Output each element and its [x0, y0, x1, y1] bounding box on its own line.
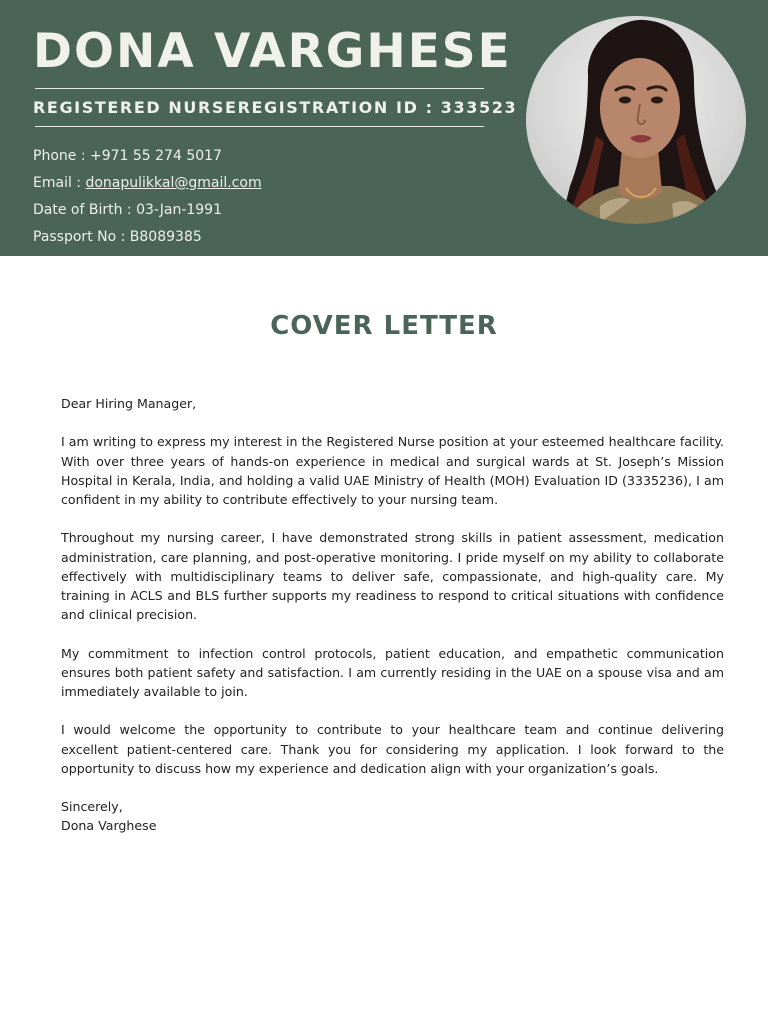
passport-row	[33, 224, 262, 251]
header-divider-top	[35, 88, 484, 89]
passport-label: Passport No :	[33, 229, 130, 245]
email-row	[33, 170, 262, 197]
dob-row	[33, 197, 262, 224]
email-label: Email :	[33, 175, 86, 191]
dob-value: 03-Jan-1991	[136, 202, 223, 218]
title-line	[33, 97, 518, 119]
contact-details	[33, 143, 262, 251]
phone-row	[33, 143, 262, 170]
email-link[interactable]: donapulikkal@gmail.com	[85, 175, 262, 191]
phone-value: +971 55 274 5017	[89, 148, 222, 164]
paragraph-2: Throughout my nursing career, I have demonstrated strong skills in patient assessment, medication administration, care planning, and post-operative monitoring. I pride myself on my ability to collaborate effectively with multidisciplinary teams to deliver safe, compassionate, and high-quality care. My training in ACLS and BLS further supports my readiness to respond to critical situations with confidence and clinical precision.	[61, 530, 724, 623]
paragraph-3: My commitment to infection control protocols, patient education, and empathetic communication ensures both patient safety and satisfaction. I am currently residing in the UAE on a spouse visa and am immediately available to join.	[61, 645, 724, 699]
profile-photo	[526, 16, 746, 224]
salutation: Dear Hiring Manager,	[61, 396, 197, 411]
registration-id: REGISTRATION ID : 333523	[237, 98, 518, 117]
phone-label: Phone :	[33, 148, 90, 164]
document-title: COVER LETTER	[270, 311, 498, 341]
profile-photo-illustration	[526, 16, 746, 224]
paragraph-4: I would welcome the opportunity to contribute to your healthcare team and continue delivering excellent patient-centered care. Thank you for considering my application. I look forward to the opportunity to discuss how my experience and dedication align with your organization’s goals.	[61, 722, 724, 776]
header-divider-bottom	[35, 126, 484, 127]
letter-body	[61, 394, 724, 836]
paragraph-1: I am writing to express my interest in the Registered Nurse position at your esteemed healthcare facility. With over three years of hands-on experience in medical and surgical wards at St. Joseph’s Mission Hospital in Kerala, India, and holding a valid UAE Ministry of Health (MOH) Evaluation ID (3335236), I am confident in my ability to contribute effectively to your nursing team.	[61, 434, 724, 507]
dob-label: Date of Birth :	[33, 202, 137, 218]
passport-value: B8089385	[129, 229, 202, 245]
closing: Sincerely,	[61, 799, 123, 815]
job-title: REGISTERED NURSE	[33, 98, 238, 117]
header-banner	[0, 0, 768, 256]
applicant-name: DONA VARGHESE	[33, 24, 512, 79]
signature-name: Dona Varghese	[61, 818, 157, 834]
